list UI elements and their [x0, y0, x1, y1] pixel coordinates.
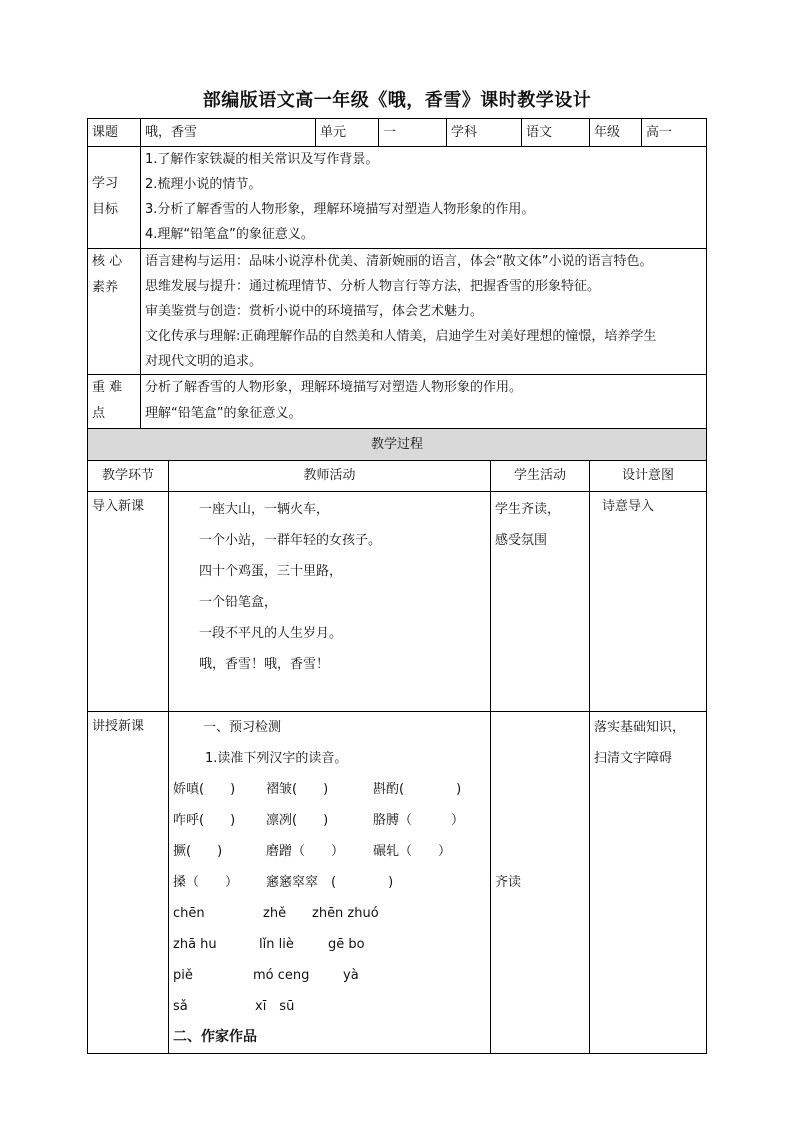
section-heading: 一、预习检测 — [203, 720, 282, 735]
literacy-row — [88, 249, 707, 375]
unit-label: 单元 — [316, 119, 379, 147]
subject-value: 语文 — [522, 119, 590, 147]
goal-item: 3.分析了解香雪的人物形象，理解环境描写对塑造人物形象的作用。 — [145, 202, 535, 217]
lesson-student: 齐读 — [491, 712, 590, 1054]
intro-row — [88, 492, 707, 712]
header-stage: 教学环节 — [88, 461, 169, 492]
process-band-title: 教学过程 — [88, 429, 707, 461]
process-header-row — [88, 461, 707, 492]
header-purpose: 设计意图 — [590, 461, 707, 492]
poem-line: 一座大山，一辆火车， — [199, 502, 330, 517]
topic-value: 哦，香雪 — [141, 119, 316, 147]
key-points-label: 重 难 点 — [88, 375, 141, 429]
literacy-content — [141, 249, 707, 375]
pinyin-row: zhā hu lǐn liè gē bo — [173, 937, 365, 952]
goals-content — [141, 147, 707, 249]
word-row: 咋呼( ) 凛冽( ) 胳膊（ ） — [173, 813, 465, 828]
literacy-item: 文化传承与理解:正确理解作品的自然美和人情美，启迪学生对美好理想的憧憬，培养学生 — [145, 329, 657, 344]
goal-item: 4.理解“铅笔盒”的象征意义。 — [145, 227, 314, 242]
word-row: 搡（ ） 窸窸窣窣 ( ) — [173, 875, 394, 890]
goals-row — [88, 147, 707, 249]
lesson-row — [88, 712, 707, 1054]
task-line: 1.读准下列汉字的读音。 — [205, 751, 348, 766]
poem-line: 一个小站，一群年轻的女孩子。 — [199, 533, 382, 548]
literacy-item: 审美鉴赏与创造：赏析小说中的环境描写，体会艺术魅力。 — [145, 304, 484, 319]
poem-line: 哦，香雪！哦，香雪！ — [199, 657, 330, 672]
intro-purpose: 诗意导入 — [590, 492, 707, 712]
unit-value: 一 — [379, 119, 447, 147]
pinyin-row: sǎ xī sū — [173, 999, 295, 1014]
lesson-teacher — [169, 712, 491, 1054]
process-band — [88, 429, 707, 461]
intro-teacher — [169, 492, 491, 712]
lesson-purpose: 落实基础知识， 扫清文字障碍 — [590, 712, 707, 1054]
key-point-item: 理解“铅笔盒”的象征意义。 — [145, 406, 302, 421]
word-row: 撅( ) 磨蹭（ ） 碾轧（ ） — [173, 844, 452, 859]
literacy-label: 核 心 素养 — [88, 249, 141, 375]
section-heading-2: 二、作家作品 — [173, 1029, 257, 1045]
key-points-content — [141, 375, 707, 429]
grade-label: 年级 — [590, 119, 642, 147]
process-table — [87, 428, 707, 1054]
info-row — [88, 119, 707, 147]
goals-label: 学习 目标 — [88, 147, 141, 249]
header-teacher: 教师活动 — [169, 461, 491, 492]
subject-label: 学科 — [447, 119, 522, 147]
goal-item: 2.梳理小说的情节。 — [145, 177, 262, 192]
course-info-table — [87, 118, 707, 429]
header-student: 学生活动 — [491, 461, 590, 492]
key-points-row — [88, 375, 707, 429]
poem-line: 四十个鸡蛋，三十里路， — [199, 564, 343, 579]
topic-label: 课题 — [88, 119, 141, 147]
literacy-item: 对现代文明的追求。 — [145, 354, 263, 369]
poem-line: 一段不平凡的人生岁月。 — [199, 626, 343, 641]
intro-student: 学生齐读， 感受氛围 — [491, 492, 590, 712]
literacy-item: 语言建构与运用：品味小说淳朴优美、清新婉丽的语言，体会“散文体”小说的语言特色。 — [145, 254, 653, 269]
lesson-stage: 讲授新课 — [88, 712, 169, 1054]
pinyin-row: piě mó ceng yà — [173, 968, 359, 983]
grade-value: 高一 — [642, 119, 707, 147]
word-row: 娇嗔( ) 褶皱( ) 斟酌( ) — [173, 782, 462, 797]
poem-line: 一个铅笔盒， — [199, 595, 278, 610]
document-title: 部编版语文高一年级《哦，香雪》课时教学设计 — [202, 90, 592, 111]
pinyin-row: chēn zhě zhēn zhuó — [173, 906, 379, 921]
literacy-item: 思维发展与提升：通过梳理情节、分析人物言行等方法，把握香雪的形象特征。 — [145, 279, 601, 294]
key-point-item: 分析了解香雪的人物形象，理解环境描写对塑造人物形象的作用。 — [145, 380, 523, 395]
intro-stage: 导入新课 — [88, 492, 169, 712]
goal-item: 1.了解作家铁凝的相关常识及写作背景。 — [145, 152, 379, 167]
